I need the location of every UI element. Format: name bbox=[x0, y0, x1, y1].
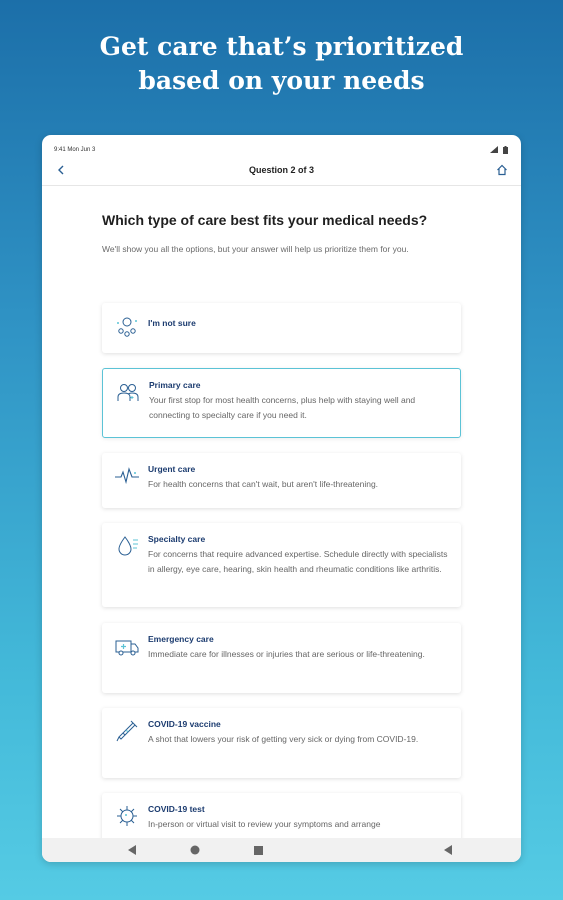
status-time: 9:41 Mon Jun 3 bbox=[54, 146, 96, 153]
promo-headline bbox=[0, 30, 563, 98]
syringe-icon bbox=[114, 718, 140, 744]
nav-home-button[interactable] bbox=[189, 844, 201, 856]
back-button[interactable] bbox=[54, 163, 68, 177]
option-description: For health concerns that can't wait, but aren't life-threatening. bbox=[148, 479, 379, 489]
option-title: Primary care bbox=[149, 380, 201, 390]
option-description: Immediate care for illnesses or injuries that are serious or life-threatening. bbox=[148, 649, 425, 659]
ambulance-icon bbox=[114, 633, 140, 659]
option-specialty-care[interactable] bbox=[102, 523, 461, 607]
option-covid-vaccine[interactable] bbox=[102, 708, 461, 778]
option-description: Your first stop for most health concerns, plus help with staying well and connecting to specialty care if you need it. bbox=[149, 395, 416, 420]
signal-icon bbox=[490, 146, 498, 153]
option-title: COVID-19 vaccine bbox=[148, 719, 221, 729]
question-people-icon bbox=[114, 313, 140, 339]
heartbeat-icon bbox=[114, 463, 140, 489]
circle-home-icon bbox=[190, 845, 200, 855]
option-urgent-care[interactable] bbox=[102, 453, 461, 508]
system-nav-bar bbox=[42, 838, 521, 862]
option-description: For concerns that require advanced expertise. Schedule directly with specialists in allergy, eye care, hearing, skin health and rheumatic conditions like arthritis. bbox=[148, 549, 448, 574]
question-heading: Which type of care best fits your medical needs? bbox=[102, 212, 428, 228]
option-title: COVID-19 test bbox=[148, 804, 205, 814]
status-bar bbox=[42, 135, 521, 155]
headline-line-2: based on your needs bbox=[138, 66, 425, 95]
triangle-back-icon bbox=[444, 845, 453, 855]
status-icons bbox=[490, 146, 509, 154]
option-title: Urgent care bbox=[148, 464, 196, 474]
battery-icon bbox=[502, 146, 509, 154]
headline-line-1: Get care that’s prioritized bbox=[99, 32, 464, 61]
home-button[interactable] bbox=[495, 163, 509, 177]
virus-icon bbox=[114, 803, 140, 829]
app-bar bbox=[42, 155, 521, 186]
square-recents-icon bbox=[254, 846, 263, 855]
triangle-back-icon bbox=[128, 845, 137, 855]
option-primary-care[interactable] bbox=[102, 368, 461, 438]
home-icon bbox=[496, 164, 508, 176]
keyboard-hide-button[interactable] bbox=[442, 844, 454, 856]
option-emergency-care[interactable] bbox=[102, 623, 461, 693]
drop-icon bbox=[114, 533, 140, 559]
option-title: I'm not sure bbox=[148, 318, 196, 328]
nav-recents-button[interactable] bbox=[252, 844, 264, 856]
option-description: A shot that lowers your risk of getting very sick or dying from COVID-19. bbox=[148, 734, 419, 744]
option-description: In-person or virtual visit to review your symptoms and arrange bbox=[148, 819, 381, 829]
question-helper-text: We'll show you all the options, but your answer will help us prioritize them for you. bbox=[102, 244, 409, 254]
option-not-sure[interactable] bbox=[102, 303, 461, 353]
option-title: Emergency care bbox=[148, 634, 214, 644]
option-title: Specialty care bbox=[148, 534, 206, 544]
question-content bbox=[42, 186, 521, 256]
nav-back-button[interactable] bbox=[126, 844, 138, 856]
chevron-left-icon bbox=[57, 165, 65, 175]
page-title: Question 2 of 3 bbox=[248, 165, 314, 175]
people-icon bbox=[115, 379, 141, 405]
tablet-screen bbox=[42, 135, 521, 862]
